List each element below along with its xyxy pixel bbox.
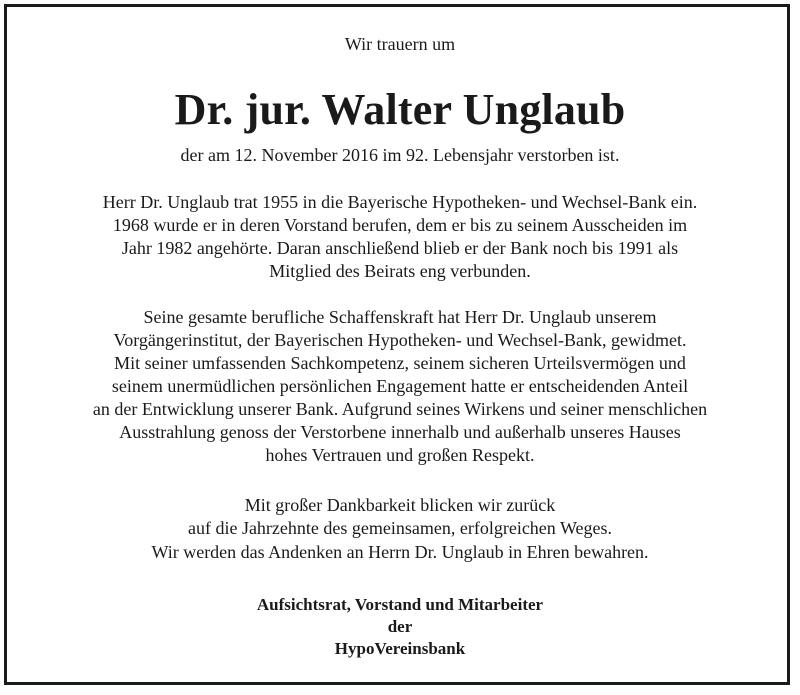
signature-line: der: [387, 617, 413, 636]
signature-line: HypoVereinsbank: [334, 639, 466, 658]
paragraph-line: seinem unermüdlichen persönlichen Engagement hatte er entscheidenden Anteil: [111, 376, 689, 396]
tribute-paragraph: [0, 306, 800, 467]
gratitude-paragraph: [0, 494, 800, 540]
paragraph-line: Ausstrahlung genoss der Verstorbene innerhalb und außerhalb unseres Hauses: [119, 422, 681, 442]
closing-line: Wir werden das Andenken an Herrn Dr. Unglaub in Ehren bewahren.: [151, 542, 649, 562]
paragraph-line: Seine gesamte berufliche Schaffenskraft hat Herr Dr. Unglaub unserem: [143, 307, 657, 327]
paragraph-line: Mit großer Dankbarkeit blicken wir zurück: [244, 495, 556, 515]
deceased-name: Dr. jur. Walter Unglaub: [174, 85, 626, 134]
signature-block: [0, 594, 800, 660]
paragraph-line: hohes Vertrauen und großen Respekt.: [265, 445, 535, 465]
paragraph-line: an der Entwicklung unserer Bank. Aufgrund seines Wirkens und seiner menschlichen: [92, 399, 708, 419]
signature-line: Aufsichtsrat, Vorstand und Mitarbeiter: [256, 595, 544, 614]
paragraph-line: 1968 wurde er in deren Vorstand berufen, dem er bis zu seinem Ausscheiden im: [112, 215, 688, 235]
paragraph-line: Mit seiner umfassenden Sachkompetenz, seinem sicheren Urteilsvermögen und: [114, 353, 686, 373]
paragraph-line: Mitglied des Beirats eng verbunden.: [269, 261, 531, 281]
death-date-line: der am 12. November 2016 im 92. Lebensjahr verstorben ist.: [180, 145, 620, 165]
paragraph-line: auf die Jahrzehnte des gemeinsamen, erfolgreichen Weges.: [187, 518, 613, 538]
career-paragraph: [0, 191, 800, 283]
paragraph-line: Jahr 1982 angehörte. Daran anschließend blieb er der Bank noch bis 1991 als: [121, 238, 679, 258]
intro-line: Wir trauern um: [344, 34, 456, 54]
paragraph-line: Herr Dr. Unglaub trat 1955 in die Bayerische Hypotheken- und Wechsel-Bank ein.: [102, 192, 698, 212]
paragraph-line: Vorgängerinstitut, der Bayerischen Hypotheken- und Wechsel-Bank, gewidmet.: [113, 330, 687, 350]
